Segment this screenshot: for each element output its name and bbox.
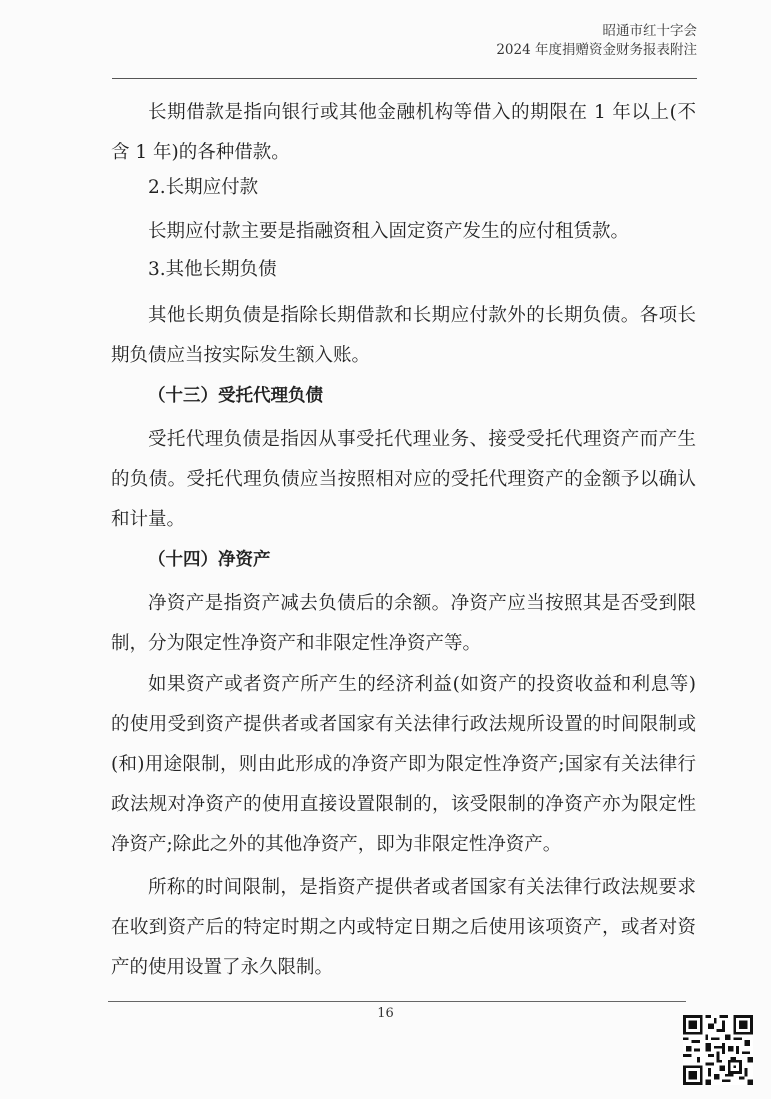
- paragraph-entrusted-liabilities: 受托代理负债是指因从事受托代理业务、接受受托代理资产而产生的负债。受托代理负债应当按照相对应的受托代理资产的金额予以确认和计量。: [111, 429, 696, 530]
- heading-long-term-payables: 2.长期应付款: [148, 177, 259, 198]
- paragraph-time-restriction: 所称的时间限制，是指资产提供者或者国家有关法律行政法规要求在收到资产后的特定时期之内或特定日期之后使用该项资产，或者对资产的使用设置了永久限制。: [111, 877, 696, 978]
- header-rule: [112, 78, 697, 79]
- paragraph-long-term-payables: 长期应付款主要是指融资租入固定资产发生的应付租赁款。: [148, 221, 630, 242]
- header-doc-title: 2024 年度捐赠资金财务报表附注: [496, 42, 697, 58]
- header-org: 昭通市红十字会: [602, 23, 697, 39]
- page-number: 16: [377, 1006, 394, 1021]
- page-header: [496, 22, 697, 60]
- paragraph-other-long-term-liabilities: 其他长期负债是指除长期借款和长期应付款外的长期负债。各项长期负债应当按实际发生额入账。: [111, 305, 696, 366]
- paragraph-restricted-net-assets: 如果资产或者资产所产生的经济利益(如资产的投资收益和利息等)的使用受到资产提供者或者国家有关法律行政法规所设置的时间限制或(和)用途限制，则由此形成的净资产即为限定性净资产;国家有关法律行政法规对净资产的使用直接设置限制的，该受限制的净资产亦为限定性净资产;除此之外的其他净资产，即为非限定性净资产。: [111, 674, 696, 855]
- paragraph-long-term-loans: 长期借款是指向银行或其他金融机构等借入的期限在 1 年以上(不含 1 年)的各种借款。: [111, 102, 696, 163]
- paragraph-net-assets: 净资产是指资产减去负债后的余额。净资产应当按照其是否受到限制，分为限定性净资产和非限定性净资产等。: [111, 593, 696, 654]
- section-heading-14: （十四）净资产: [148, 550, 271, 570]
- qr-code-icon: [683, 1015, 753, 1085]
- section-heading-13: （十三）受托代理负债: [148, 386, 323, 406]
- footer-rule: [108, 1001, 686, 1002]
- heading-other-long-term-liabilities: 3.其他长期负债: [148, 259, 277, 280]
